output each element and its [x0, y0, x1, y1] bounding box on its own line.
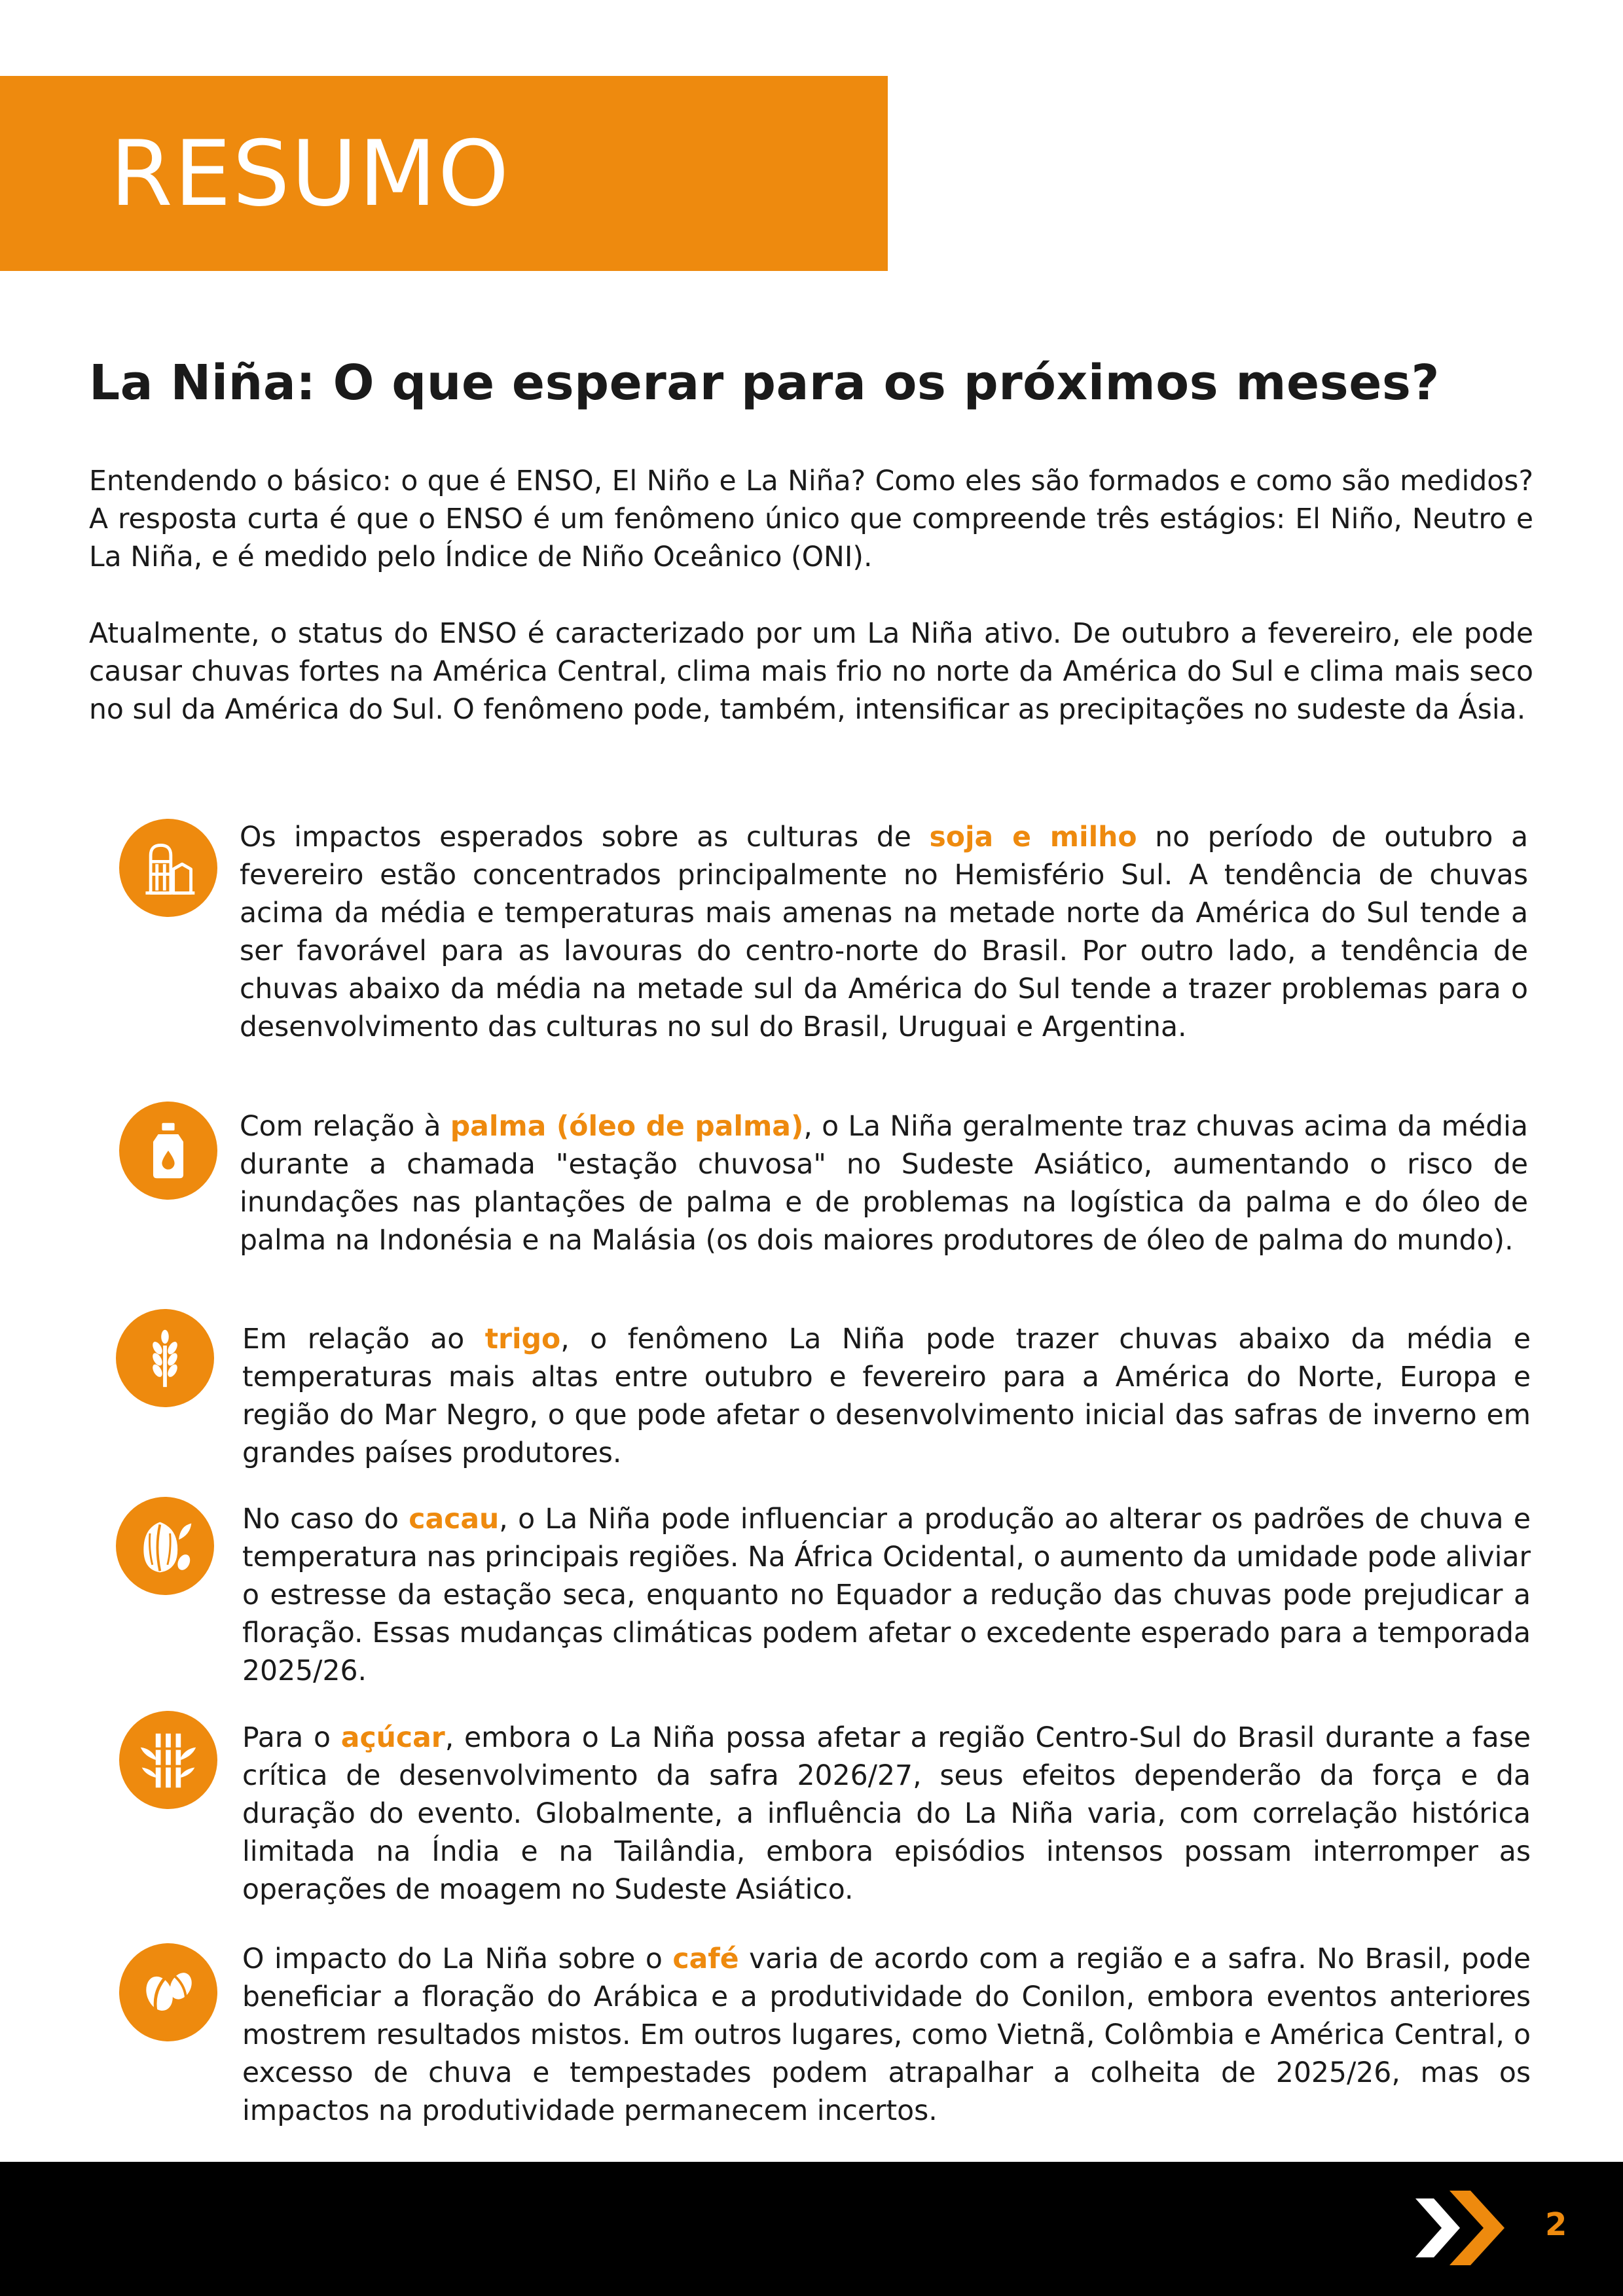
- intro-paragraph: Atualmente, o status do ENSO é caracterizado por um La Niña ativo. De outubro a fevereiro, ele pode causar chuvas fortes na América Central, clima mais frio no norte da América do Sul e clima mais seco no sul da América do Sul. O fenômeno pode, também, intensificar as precipitações no sudeste da Ásia.: [89, 618, 1533, 726]
- commodity-highlight: palma (óleo de palma): [450, 1111, 804, 1143]
- page-title: RESUMO: [110, 121, 511, 226]
- commodity-text: Com relação à palma (óleo de palma), o La Niña geralmente traz chuvas acima da média durante a chamada "estação chuvosa" no Sudeste Asiático, aumentando o risco de inundações nas plantações de palma e de problemas na logística da palma e do óleo de palma na Indonésia e na Malásia (os dois maiores produtores de óleo de palma do mundo).: [240, 1111, 1528, 1257]
- intro-paragraph: Entendendo o básico: o que é ENSO, El Niño e La Niña? Como eles são formados e como são medidos? A resposta curta é que o ENSO é um fenômeno único que compreende três estágios: El Niño, Neutro e La Niña, e é medido pelo Índice de Niño Oceânico (ONI).: [89, 465, 1533, 573]
- commodity-highlight: açúcar: [340, 1722, 445, 1754]
- page-number: 2: [1545, 2206, 1567, 2243]
- cocoa-icon: [116, 1497, 214, 1595]
- page-footer: [0, 2162, 1623, 2296]
- sugarcane-icon: [119, 1711, 217, 1809]
- oil-bottle-icon: [119, 1102, 217, 1200]
- commodity-text: Para o açúcar, embora o La Niña possa afetar a região Centro-Sul do Brasil durante a fase crítica de desenvolvimento da safra 2026/27, seus efeitos dependerão da força e da duração do evento. Globalmente, a influência do La Niña varia, com correlação histórica limitada na Índia e na Tailândia, embora episódios intensos possam interromper as operações de moagem no Sudeste Asiático.: [242, 1722, 1531, 1906]
- wheat-icon: [116, 1309, 214, 1407]
- commodity-highlight: soja e milho: [929, 821, 1137, 853]
- silo-icon: [119, 819, 217, 917]
- chevron-logo-icon: [1409, 2185, 1507, 2270]
- commodity-text: Os impactos esperados sobre as culturas de soja e milho no período de outubro a fevereiro estão concentrados principalmente no Hemisfério Sul. A tendência de chuvas acima da média e temperaturas mais amenas na metade norte da América do Sul tende a ser favorável para as lavouras do centro-norte do Brasil. Por outro lado, a tendência de chuvas abaixo da média na metade sul da América do Sul tende a trazer problemas para o desenvolvimento das culturas no sul do Brasil, Uruguai e Argentina.: [240, 821, 1528, 1043]
- article-headline: La Niña: O que esperar para os próximos meses?: [89, 355, 1440, 411]
- commodity-text: No caso do cacau, o La Niña pode influenciar a produção ao alterar os padrões de chuva e temperatura nas principais regiões. Na África Ocidental, o aumento da umidade pode aliviar o estresse da estação seca, enquanto no Equador a redução das chuvas pode prejudicar a floração. Essas mudanças climáticas podem afetar o excedente esperado para a temporada 2025/26.: [242, 1503, 1531, 1687]
- header-banner: [0, 76, 888, 271]
- coffee-bean-icon: [119, 1943, 217, 2041]
- commodity-highlight: trigo: [484, 1323, 561, 1355]
- commodity-text: Em relação ao trigo, o fenômeno La Niña pode trazer chuvas abaixo da média e temperaturas mais altas entre outubro e fevereiro para a América do Norte, Europa e região do Mar Negro, o que pode afetar o desenvolvimento inicial das safras de inverno em grandes países produtores.: [242, 1323, 1531, 1469]
- commodity-highlight: café: [672, 1943, 739, 1975]
- commodity-highlight: cacau: [409, 1503, 500, 1535]
- commodity-text: O impacto do La Niña sobre o café varia de acordo com a região e a safra. No Brasil, pode beneficiar a floração do Arábica e a produtividade do Conilon, embora eventos anteriores mostrem resultados mistos. Em outros lugares, como Vietnã, Colômbia e América Central, o excesso de chuva e tempestades podem atrapalhar a colheita de 2025/26, mas os impactos na produtividade permanecem incertos.: [242, 1943, 1531, 2127]
